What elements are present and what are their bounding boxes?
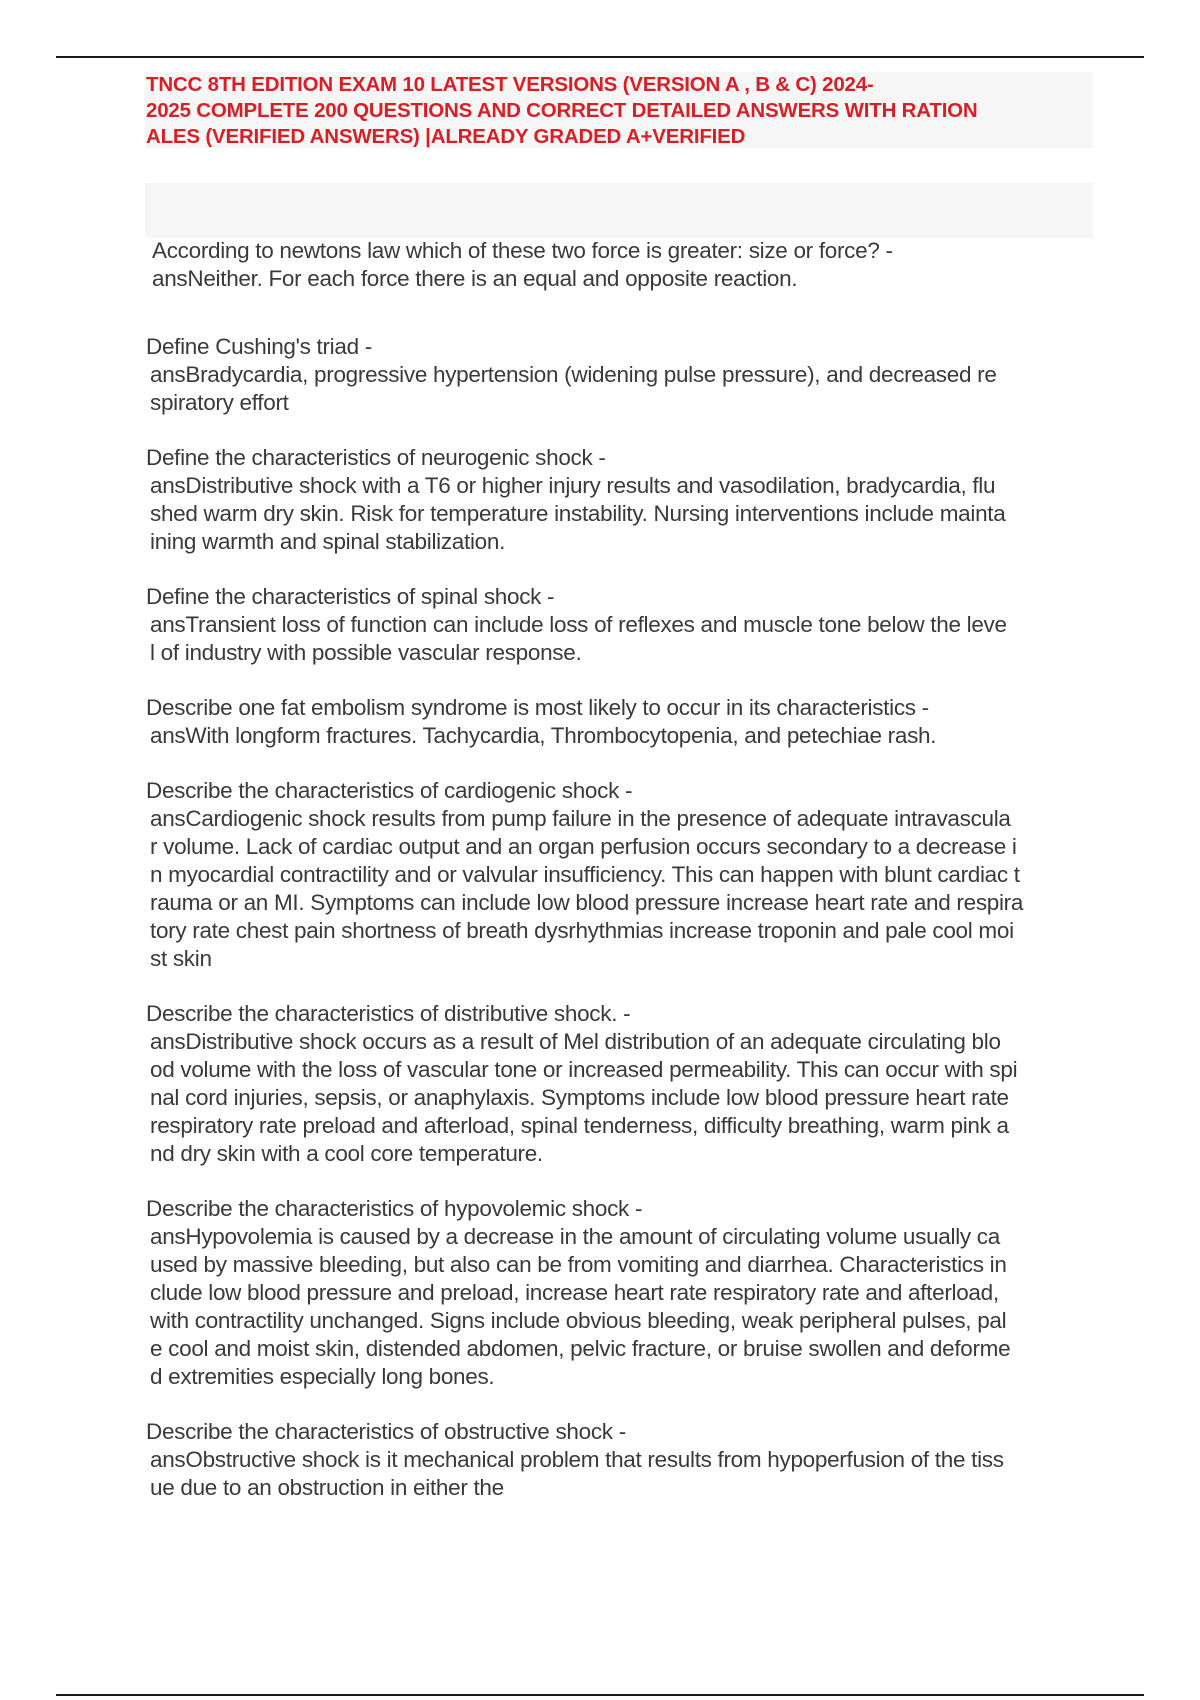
qa-item: [146, 694, 1106, 750]
answer-text: ansNeither. For each force there is an equal and opposite reaction.: [152, 266, 798, 291]
qa-item: [146, 1195, 1106, 1391]
qa-item: [146, 237, 1106, 293]
question-text: Describe the characteristics of hypovolemic shock -: [146, 1196, 643, 1221]
document-title: TNCC 8TH EDITION EXAM 10 LATEST VERSIONS (VERSION A , B & C) 2024- 2025 COMPLETE 200 QUESTIONS AND CORRECT DETAILED ANSWERS WITH RATION ALES (VERIFIED ANSWERS) |ALREADY GRADED A+VERIFIED: [146, 73, 978, 148]
qa-list: [146, 237, 1106, 1502]
qa-item: [146, 777, 1106, 973]
question-text: Define the characteristics of neurogenic shock -: [146, 445, 606, 470]
qa-item: [146, 1000, 1106, 1168]
question-text: According to newtons law which of these two force is greater: size or force? -: [152, 238, 893, 263]
question-text: Describe the characteristics of obstructive shock -: [146, 1419, 626, 1444]
question-text: Define Cushing's triad -: [146, 334, 372, 359]
question-text: Describe the characteristics of cardiogenic shock -: [146, 778, 633, 803]
top-rule: [56, 56, 1144, 58]
qa-item: [146, 333, 1106, 417]
qa-item: [146, 583, 1106, 667]
answer-text: ansWith longform fractures. Tachycardia, Thrombocytopenia, and petechiae rash.: [150, 723, 937, 748]
answer-text: ansObstructive shock is it mechanical problem that results from hypoperfusion of the tiss ue due to an obstruction in either the: [150, 1447, 1004, 1500]
bottom-rule: [56, 1694, 1144, 1696]
answer-text: ansDistributive shock with a T6 or higher injury results and vasodilation, bradycardia, flu shed warm dry skin. Risk for temperature instability. Nursing interventions include mainta ining warmth and spinal stabilization.: [150, 473, 1006, 554]
question-text: Describe one fat embolism syndrome is most likely to occur in its characteristics -: [146, 695, 929, 720]
blank-highlight-band: [145, 183, 1093, 238]
answer-text: ansBradycardia, progressive hypertension (widening pulse pressure), and decreased re spiratory effort: [150, 362, 997, 415]
answer-text: ansCardiogenic shock results from pump failure in the presence of adequate intravascula r volume. Lack of cardiac output and an organ perfusion occurs secondary to a decrease i n myocardial contractility and or valvular insufficiency. This can happen with blunt cardiac t rauma or an MI. Symptoms can include low blood pressure increase heart rate and respira tory rate chest pain shortness of breath dysrhythmias increase troponin and pale cool moi st skin: [150, 806, 1024, 971]
qa-item: [146, 444, 1106, 556]
question-text: Define the characteristics of spinal shock -: [146, 584, 555, 609]
answer-text: ansHypovolemia is caused by a decrease in the amount of circulating volume usually ca used by massive bleeding, but also can be from vomiting and diarrhea. Characteristics in clude low blood pressure and preload, increase heart rate respiratory rate and afterload, with contractility unchanged. Signs include obvious bleeding, weak peripheral pulses, pal e cool and moist skin, distended abdomen, pelvic fracture, or bruise swollen and deforme d extremities especially long bones.: [150, 1224, 1011, 1389]
answer-text: ansTransient loss of function can include loss of reflexes and muscle tone below the leve l of industry with possible vascular response.: [150, 612, 1007, 665]
question-text: Describe the characteristics of distributive shock. -: [146, 1001, 631, 1026]
answer-text: ansDistributive shock occurs as a result of Mel distribution of an adequate circulating blo od volume with the loss of vascular tone or increased permeability. This can occur with spi nal cord injuries, sepsis, or anaphylaxis. Symptoms include low blood pressure heart rate respiratory rate preload and afterload, spinal tenderness, difficulty breathing, warm pink a nd dry skin with a cool core temperature.: [150, 1029, 1018, 1166]
qa-item: [146, 1418, 1106, 1502]
